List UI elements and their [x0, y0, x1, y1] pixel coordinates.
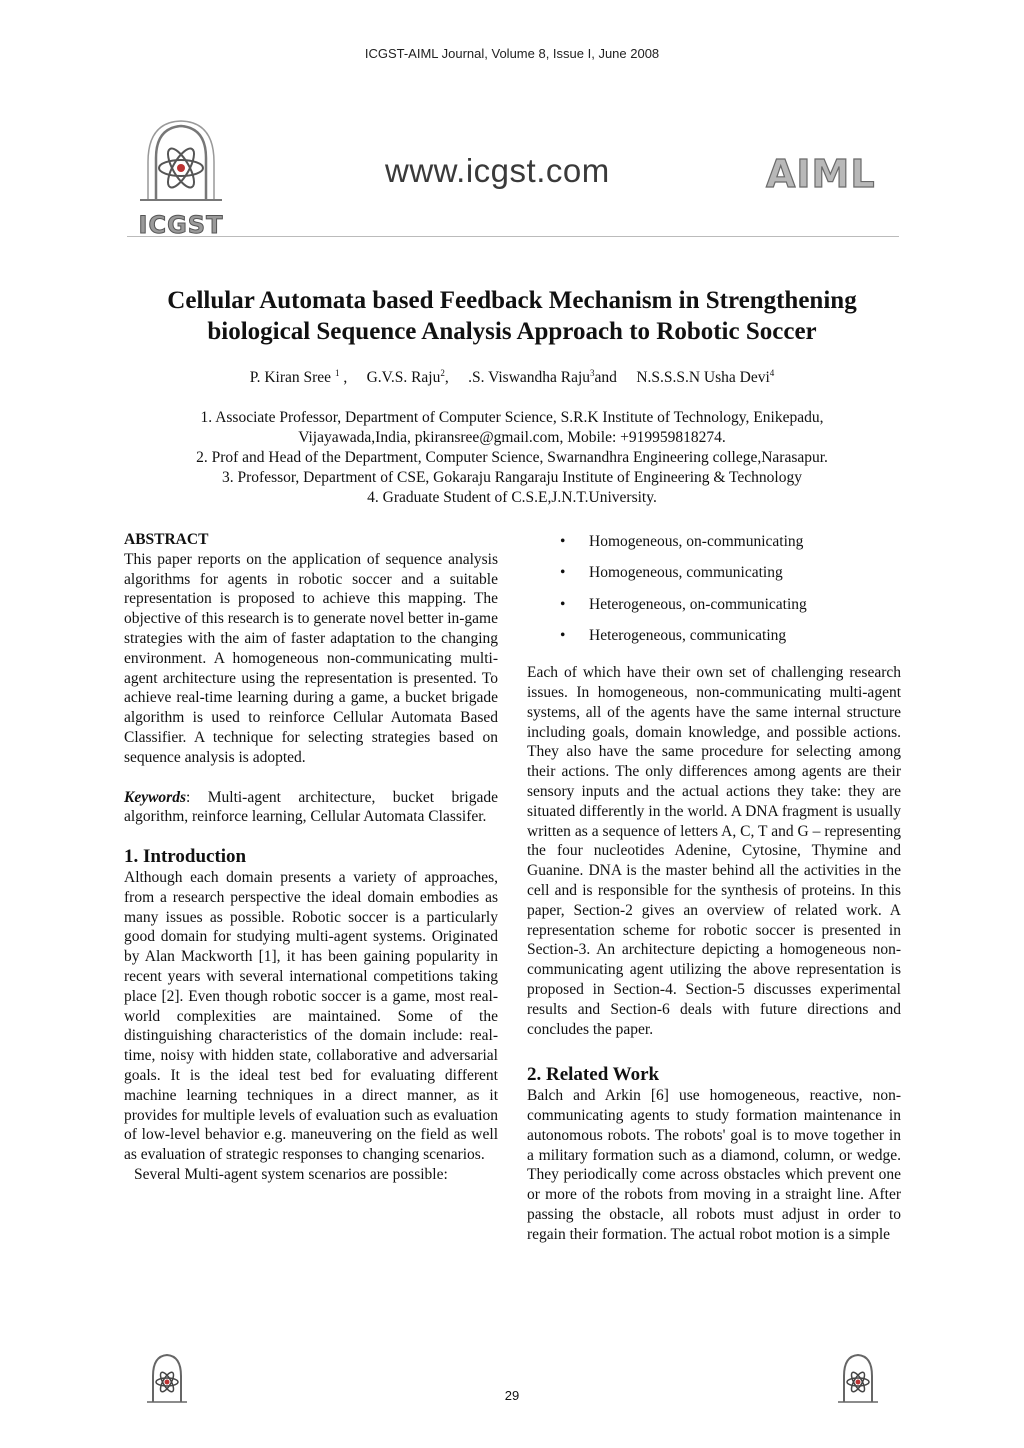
icgst-logo	[126, 120, 236, 239]
left-column	[124, 530, 498, 1185]
affiliation-line: 4. Graduate Student of C.S.E,J.N.T.University.	[367, 489, 657, 506]
author-name: G.V.S. Raju	[366, 369, 441, 387]
title-line-2: biological Sequence Analysis Approach to Robotic Soccer	[207, 318, 817, 345]
site-url[interactable]: www.icgst.com	[385, 152, 610, 189]
title-line-1: Cellular Automata based Feedback Mechanism in Strengthening	[167, 287, 857, 314]
running-head: ICGST-AIML Journal, Volume 8, Issue I, June 2008	[364, 46, 660, 61]
author-sup: 2	[440, 368, 445, 378]
page-number: 29	[504, 1388, 520, 1403]
author-sup: 4	[769, 368, 775, 378]
affiliation-line: 3. Professor, Department of CSE, Gokaraju Rangaraju Institute of Engineering & Technology	[222, 469, 802, 486]
right-column	[527, 532, 901, 1245]
list-item: • Heterogeneous, communicating	[560, 626, 787, 644]
paper-title	[100, 285, 924, 347]
affiliations	[100, 408, 924, 508]
list-item: • Homogeneous, communicating	[560, 564, 783, 582]
intro-paragraph: Although each domain presents a variety of approaches, from a research perspective the ideal domain embodies as many issues as possible. Robotic soccer is a particularly good domain for studying multi-agent systems. Originated by Alan Mackworth [1], it has been gaining popularity in recent years with several international competitions taking place [2]. Even though robotic soccer is a game, most real-world complexities are maintained. Some of the distinguishing characteristics of the domain include: real-time, noisy with hidden state, collaborative and adversarial goals. It is the ideal test bed for evaluating different machine learning techniques in a direct manner, as it provides for multiple levels of evaluation such as evaluation of low-level behavior e.g. maneuvering on the field as well as evaluation of strategic responses to changing scenarios.	[124, 868, 498, 1164]
header-divider	[127, 236, 899, 237]
intro-paragraph-2: Several Multi-agent system scenarios are possible:	[134, 1165, 448, 1183]
affiliation-line: Vijayawada,India, pkiransree@gmail.com, Mobile: +919959818274.	[298, 429, 726, 446]
atom-icon	[126, 120, 236, 204]
bullet-icon: •	[560, 626, 566, 644]
keywords-label: Keywords	[124, 788, 186, 806]
abstract-heading: ABSTRACT	[124, 531, 209, 548]
author-sup: 3	[590, 368, 595, 378]
author-name: .S. Viswandha Raju	[468, 369, 591, 387]
author-name: N.S.S.S.N Usha Devi	[636, 369, 770, 387]
author-sup: 1	[334, 368, 340, 378]
list-item: • Homogeneous, on-communicating	[560, 533, 804, 550]
footer-atom-icon	[832, 1352, 884, 1404]
affiliation-line: 1. Associate Professor, Department of Computer Science, S.R.K Institute of Technology, Enikepadu,	[200, 409, 824, 426]
author-list: P. Kiran Sree $^1$ , G.V.S. Raju$^2$, .S. Viswandha Raju$^3$and N.S.S.S.N Usha Devi$^4$	[249, 368, 775, 387]
keywords	[124, 788, 498, 828]
aiml-logo: AIML	[766, 152, 876, 196]
section-heading: 1. Introduction	[124, 846, 247, 868]
section-heading: 2. Related Work	[527, 1064, 660, 1086]
keywords-text: : Multi-agent architecture, bucket brigade algorithm, reinforce learning, Cellular Automata Classifer.	[124, 788, 498, 826]
abstract-text: This paper reports on the application of sequence analysis algorithms for agents in robotic soccer and a suitable representation is proposed to achieve this mapping. The objective of this research is to generate novel better in-game strategies with the aim of faster adaptation to the changing environment. A homogeneous non-communicating multi-agent architecture using the representation is presented. To achieve real-time learning during a game, a bucket brigade algorithm is used to reinforce Cellular Automata Based Classifier. A technique for selecting strategies based on sequence analysis is adopted.	[124, 550, 498, 766]
bullet-icon: •	[560, 533, 566, 550]
affiliation-line: 2. Prof and Head of the Department, Computer Science, Swarnandhra Engineering college,Narasapur.	[196, 449, 828, 466]
bullet-icon: •	[560, 564, 566, 582]
bullet-icon: •	[560, 595, 566, 613]
list-item: • Heterogeneous, on-communicating	[560, 595, 807, 613]
author-name: P. Kiran Sree	[249, 369, 332, 387]
related-work-paragraph: Balch and Arkin [6] use homogeneous, reactive, non-communicating agents to study formation maintenance in autonomous robots. The robots' goal is to move together in a military formation such as a diamond, column, or wedge. They periodically come across obstacles which prevent one or more of the robots from moving in a straight line. After passing the obstacle, all robots must adjust in order to regain their formation. The actual robot motion is a simple	[527, 1087, 901, 1243]
icgst-logo-text: ICGST	[138, 211, 224, 239]
body-paragraph: Each of which have their own set of challenging research issues. In homogeneous, non-communicating multi-agent systems, all of the agents have the same internal structure including goals, domain knowledge, and possible actions. They also have the same procedure for selecting among their actions. The only differences among agents are their sensory inputs and the actual actions they take: they are situated differently in the world. A DNA fragment is usually written as a sequence of letters A, C, T and G – representing the four nucleotides Adenine, Cytosine, Thymine and Guanine. DNA is the master behind all the activities in the cell and is responsible for the synthesis of proteins. In this paper, Section-2 gives an overview of related work. A representation scheme for robotic soccer is presented in Section-3. An architecture depicting a homogeneous non-communicating agent utilizing the above representation is proposed in Section-4. Section-5 discusses experimental results and Section-6 deals with future directions and concludes the paper.	[527, 664, 901, 1038]
scenario-list	[527, 532, 901, 657]
